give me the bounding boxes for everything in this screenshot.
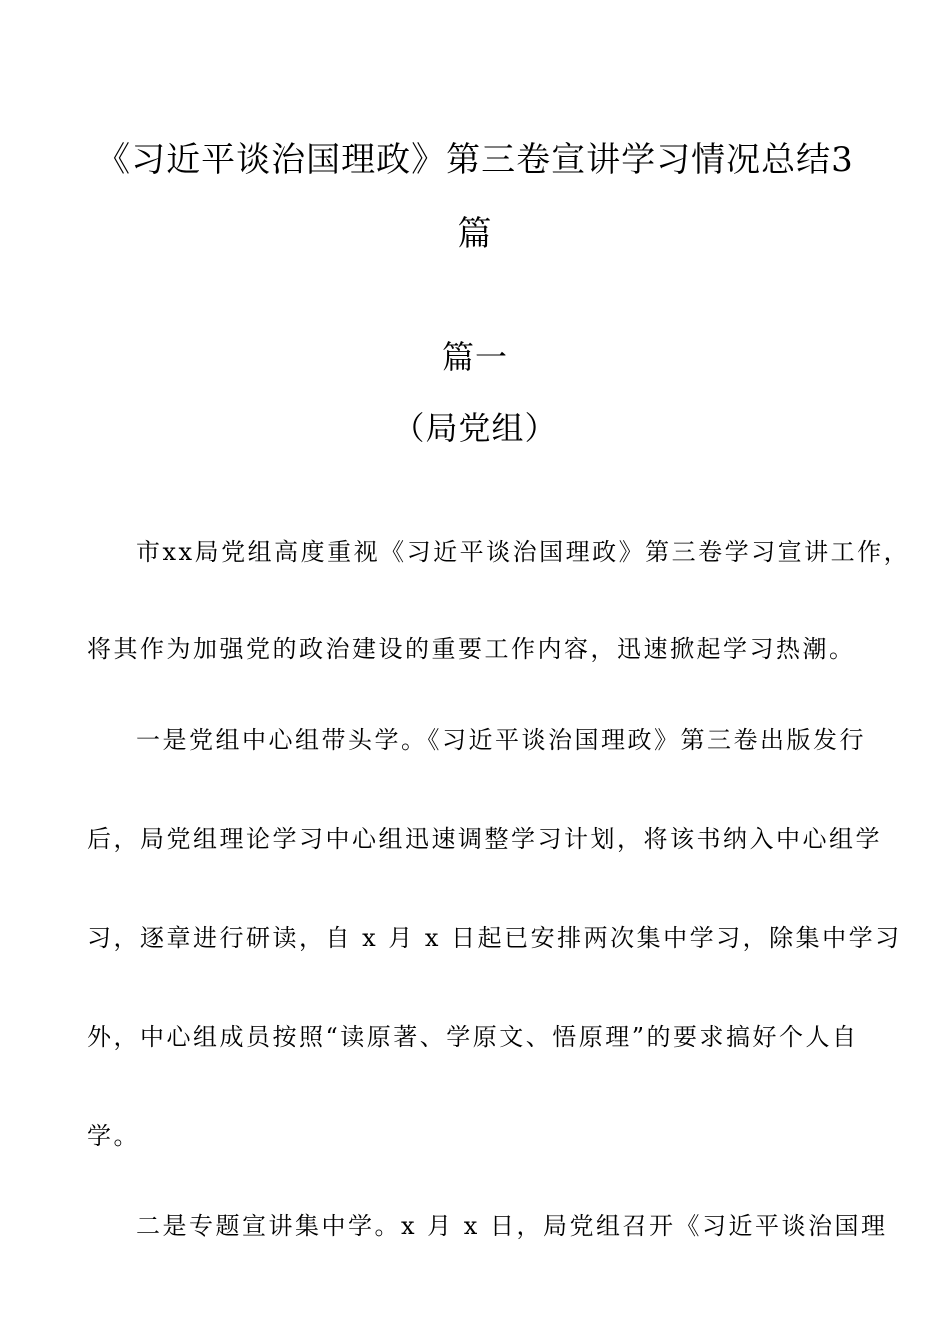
section-subheading: （局党组） (392, 409, 558, 447)
section-heading: 篇一 (441, 338, 508, 376)
paragraph-line: 将其作为加强党的政治建设的重要工作内容，迅速掀起学习热潮。 (87, 635, 856, 663)
paragraph-line: 市xx局党组高度重视《习近平谈治国理政》第三卷学习宣讲工作， (136, 538, 911, 566)
paragraph-line: 后，局党组理论学习中心组迅速调整学习计划，将该书纳入中心组学 (87, 825, 882, 853)
paragraph-line: 外，中心组成员按照“读原著、学原文、悟原理”的要求搞好个人自 (87, 1023, 859, 1051)
paragraph-line: 二是专题宣讲集中学。x 月 x 日，局党组召开《习近平谈治国理 (136, 1212, 888, 1240)
document-title-line-1: 《习近平谈治国理政》第三卷宣讲学习情况总结3 (96, 140, 854, 180)
paragraph-line: 习，逐章进行研读，自 x 月 x 日起已安排两次集中学习，除集中学习 (87, 924, 902, 952)
paragraph-line: 一是党组中心组带头学。《习近平谈治国理政》第三卷出版发行 (136, 726, 866, 754)
document-title-line-2: 篇 (457, 214, 493, 254)
paragraph-line: 学。 (87, 1122, 140, 1150)
